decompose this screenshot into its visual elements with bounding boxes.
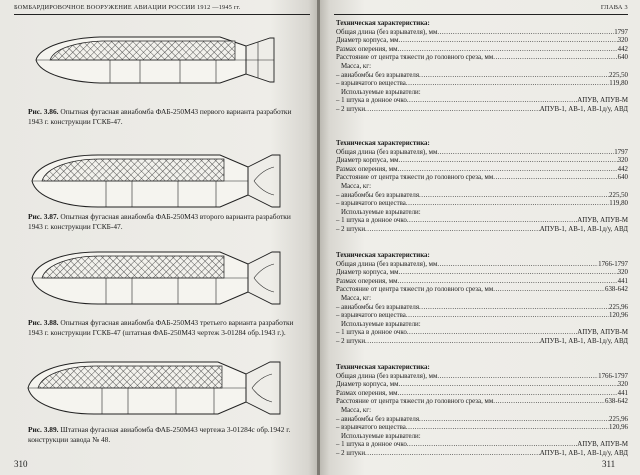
spec-fuze1: АПУВ, АПУВ-М xyxy=(577,217,628,225)
leader-dots xyxy=(399,381,618,390)
leader-dots xyxy=(365,450,540,459)
leader-dots xyxy=(437,29,614,38)
spec-length: 1797 xyxy=(614,148,628,156)
leader-dots xyxy=(397,278,617,287)
spec-row-mass-explosive xyxy=(336,80,628,89)
spec-mass-bomb: 225,96 xyxy=(609,415,628,423)
figure-caption-3-88 xyxy=(28,318,304,337)
spec-row-fuze1 xyxy=(336,329,628,338)
spec-row-cg xyxy=(336,286,628,295)
spec-length-label: Общая длина (без взрывателя), мм xyxy=(336,260,438,268)
spec-length: 1766-1797 xyxy=(598,372,628,380)
spec-row-diameter xyxy=(336,157,628,166)
spec-title: Техническая характеристика: xyxy=(336,252,430,259)
spec-mass-heading: Масса, кг: xyxy=(341,294,371,302)
spec-diameter: 320 xyxy=(617,269,628,277)
spec-row-mass-bomb xyxy=(336,304,628,313)
leader-dots xyxy=(406,200,609,209)
leader-dots xyxy=(419,304,609,313)
spec-fuze2-label: – 2 штуки xyxy=(336,105,366,113)
spec-fuze1-label: – 1 штука в донное очко xyxy=(336,97,407,105)
spec-diameter: 320 xyxy=(617,37,628,45)
leader-dots xyxy=(397,46,617,55)
spec-row-span xyxy=(336,46,628,55)
spec-row-span xyxy=(336,166,628,175)
spec-fuze1: АПУВ, АПУВ-М xyxy=(577,97,628,105)
leader-dots xyxy=(407,97,577,106)
figure-caption-3-86 xyxy=(28,107,304,126)
spec-mass-heading: Масса, кг: xyxy=(341,406,371,414)
spec-row-length xyxy=(336,373,628,382)
leader-dots xyxy=(437,373,598,382)
spec-title: Техническая характеристика: xyxy=(336,140,430,147)
bomb-drawing-fig-3-87 xyxy=(28,143,290,215)
spec-block-3 xyxy=(336,252,628,347)
spec-diameter-label: Диаметр корпуса, мм xyxy=(336,381,399,389)
spec-row-fuze2 xyxy=(336,106,628,115)
spec-cg: 640 xyxy=(617,54,628,62)
spec-length: 1766-1797 xyxy=(598,260,628,268)
figure-caption-3-89 xyxy=(28,425,304,444)
header-rule xyxy=(14,14,310,15)
spec-block-2 xyxy=(336,140,628,235)
leader-dots xyxy=(406,312,609,321)
spec-fuzes-heading: Используемые взрыватели: xyxy=(341,432,421,440)
spec-mass-bomb: 225,50 xyxy=(609,191,628,199)
spec-mass-bomb-label: – авиабомбы без взрывателя xyxy=(336,191,420,199)
spec-length-label: Общая длина (без взрывателя), мм xyxy=(336,28,438,36)
spec-mass-heading: Масса, кг: xyxy=(341,182,371,190)
spec-cg-label: Расстояние от центра тяжести до головного среза, мм xyxy=(336,398,494,406)
leader-dots xyxy=(406,424,609,433)
spec-row-cg xyxy=(336,174,628,183)
figure-text: Опытная фугасная авиабомба ФАБ-250М43 первого варианта разработки 1943 г. конструкции ГСКБ-47. xyxy=(28,107,292,126)
spec-mass-bomb-label: – авиабомбы без взрывателя xyxy=(336,71,420,79)
spec-diameter-label: Диаметр корпуса, мм xyxy=(336,157,399,165)
spec-title: Техническая характеристика: xyxy=(336,364,430,371)
spec-span-label: Размах оперения, мм xyxy=(336,45,398,53)
spec-span-label: Размах оперения, мм xyxy=(336,165,398,173)
leader-dots xyxy=(365,106,540,115)
spec-row-length xyxy=(336,149,628,158)
spec-cg-label: Расстояние от центра тяжести до головного среза, мм xyxy=(336,174,494,182)
leader-dots xyxy=(419,416,609,425)
spec-fuze2: АПУВ-1, АВ-1, АВ-1д/у, АВД xyxy=(539,225,628,233)
spec-length-label: Общая длина (без взрывателя), мм xyxy=(336,372,438,380)
bomb-drawing-fig-3-89 xyxy=(24,350,290,424)
spec-row-fuze1 xyxy=(336,97,628,106)
bomb-drawing-fig-3-86 xyxy=(30,24,280,92)
spec-length-label: Общая длина (без взрывателя), мм xyxy=(336,148,438,156)
leader-dots xyxy=(399,269,618,278)
spec-length: 1797 xyxy=(614,28,628,36)
leader-dots xyxy=(365,226,540,235)
leader-dots xyxy=(406,80,609,89)
leader-dots xyxy=(399,37,618,46)
spec-fuzes-heading: Используемые взрыватели: xyxy=(341,88,421,96)
leader-dots xyxy=(493,398,605,407)
leader-dots xyxy=(407,441,577,450)
leader-dots xyxy=(407,217,577,226)
spec-row-length xyxy=(336,29,628,38)
spec-fuze1-label: – 1 штука в донное очко xyxy=(336,217,407,225)
spec-mass-explosive: 120,96 xyxy=(609,424,628,432)
spec-mass-explosive-label: – взрывчатого вещества xyxy=(336,424,406,432)
spec-span-label: Размах оперения, мм xyxy=(336,277,398,285)
spec-block-1 xyxy=(336,20,628,115)
spec-row-mass-bomb xyxy=(336,416,628,425)
spec-row-fuze2 xyxy=(336,226,628,235)
figure-text: Опытная фугасная авиабомба ФАБ-250М43 второго варианта разработки 1943 г. конструкции ГСКБ-47. xyxy=(28,212,291,231)
figure-text: Опытная фугасная авиабомба ФАБ-250М43 третьего варианта разработки 1943 г. конструкции ГСКБ-47 (штатная ФАБ-250М43 чертеж 3-01284 обр.1943 г.). xyxy=(28,318,294,337)
spec-span: 441 xyxy=(617,389,628,397)
spec-fuze2-label: – 2 штуки xyxy=(336,225,366,233)
page-number-left: 310 xyxy=(14,459,28,469)
spec-row-fuze1 xyxy=(336,441,628,450)
left-page xyxy=(0,0,318,475)
spec-span: 441 xyxy=(617,277,628,285)
header-rule xyxy=(334,14,628,15)
figure-caption-3-87 xyxy=(28,212,304,231)
spec-fuze2: АПУВ-1, АВ-1, АВ-1д/у, АВД xyxy=(539,449,628,457)
spec-diameter-label: Диаметр корпуса, мм xyxy=(336,269,399,277)
spec-row-cg xyxy=(336,398,628,407)
figure-label: Рис. 3.88. xyxy=(28,318,59,327)
spec-block-4 xyxy=(336,364,628,459)
leader-dots xyxy=(419,72,609,81)
leader-dots xyxy=(437,261,598,270)
spec-mass-bomb-label: – авиабомбы без взрывателя xyxy=(336,303,420,311)
spec-diameter-label: Диаметр корпуса, мм xyxy=(336,37,399,45)
spec-mass-explosive: 120,96 xyxy=(609,312,628,320)
spec-cg: 640 xyxy=(617,174,628,182)
spec-mass-bomb: 225,96 xyxy=(609,303,628,311)
spec-fuze1-label: – 1 штука в донное очко xyxy=(336,441,407,449)
spec-mass-heading: Масса, кг: xyxy=(341,62,371,70)
spec-mass-explosive-label: – взрывчатого вещества xyxy=(336,200,406,208)
spec-span: 442 xyxy=(617,45,628,53)
spec-row-diameter xyxy=(336,381,628,390)
spec-cg-label: Расстояние от центра тяжести до головного среза, мм xyxy=(336,286,494,294)
leader-dots xyxy=(407,329,577,338)
spec-fuze1: АПУВ, АПУВ-М xyxy=(577,441,628,449)
spec-cg: 638-642 xyxy=(605,286,628,294)
leader-dots xyxy=(397,390,617,399)
leader-dots xyxy=(397,166,617,175)
leader-dots xyxy=(493,286,605,295)
spec-fuze2-label: – 2 штуки xyxy=(336,337,366,345)
spec-mass-explosive-label: – взрывчатого вещества xyxy=(336,312,406,320)
spec-row-mass-explosive xyxy=(336,424,628,433)
right-page xyxy=(320,0,640,475)
spec-row-fuze2 xyxy=(336,450,628,459)
figure-label: Рис. 3.87. xyxy=(28,212,59,221)
spec-diameter: 320 xyxy=(617,381,628,389)
spec-row-cg xyxy=(336,54,628,63)
spec-title: Техническая характеристика: xyxy=(336,20,430,27)
spec-row-mass-bomb xyxy=(336,72,628,81)
spec-mass-explosive: 119,80 xyxy=(609,200,628,208)
spec-row-length xyxy=(336,261,628,270)
spec-fuzes-heading: Используемые взрыватели: xyxy=(341,208,421,216)
spec-fuzes-heading: Используемые взрыватели: xyxy=(341,320,421,328)
spec-mass-bomb-label: – авиабомбы без взрывателя xyxy=(336,415,420,423)
spec-fuze2: АПУВ-1, АВ-1, АВ-1д/у, АВД xyxy=(539,337,628,345)
spec-mass-bomb: 225,50 xyxy=(609,71,628,79)
bomb-drawing-fig-3-88 xyxy=(28,240,290,312)
spec-fuze1: АПУВ, АПУВ-М xyxy=(577,329,628,337)
spec-fuze2-label: – 2 штуки xyxy=(336,449,366,457)
spec-row-diameter xyxy=(336,269,628,278)
spec-cg: 638-642 xyxy=(605,398,628,406)
page-number-right: 311 xyxy=(602,459,616,469)
figure-label: Рис. 3.86. xyxy=(28,107,59,116)
spec-row-mass-explosive xyxy=(336,312,628,321)
running-header-left: БОМБАРДИРОВОЧНОЕ ВООРУЖЕНИЕ АВИАЦИИ РОССИИ 1912 —1945 гг. xyxy=(14,4,241,11)
spec-fuze1-label: – 1 штука в донное очко xyxy=(336,329,407,337)
spec-diameter: 320 xyxy=(617,157,628,165)
spec-cg-label: Расстояние от центра тяжести до головного среза, мм xyxy=(336,54,494,62)
leader-dots xyxy=(493,174,617,183)
leader-dots xyxy=(365,338,540,347)
spec-mass-explosive: 119,80 xyxy=(609,80,628,88)
spec-span: 442 xyxy=(617,165,628,173)
figure-text: Штатная фугасная авиабомба ФАБ-250М43 чертежа 3-01284с обр.1942 г. конструкции завода № 48. xyxy=(28,425,291,444)
spec-mass-explosive-label: – взрывчатого вещества xyxy=(336,80,406,88)
leader-dots xyxy=(493,54,617,63)
leader-dots xyxy=(419,192,609,201)
spec-row-fuze1 xyxy=(336,217,628,226)
spec-row-span xyxy=(336,390,628,399)
spec-row-mass-explosive xyxy=(336,200,628,209)
spec-row-span xyxy=(336,278,628,287)
spec-fuze2: АПУВ-1, АВ-1, АВ-1д/у, АВД xyxy=(539,105,628,113)
leader-dots xyxy=(437,149,614,158)
spec-row-fuze2 xyxy=(336,338,628,347)
spec-row-mass-bomb xyxy=(336,192,628,201)
leader-dots xyxy=(399,157,618,166)
spec-span-label: Размах оперения, мм xyxy=(336,389,398,397)
running-header-right: ГЛАВА 3 xyxy=(600,4,628,11)
spec-row-diameter xyxy=(336,37,628,46)
figure-label: Рис. 3.89. xyxy=(28,425,59,434)
